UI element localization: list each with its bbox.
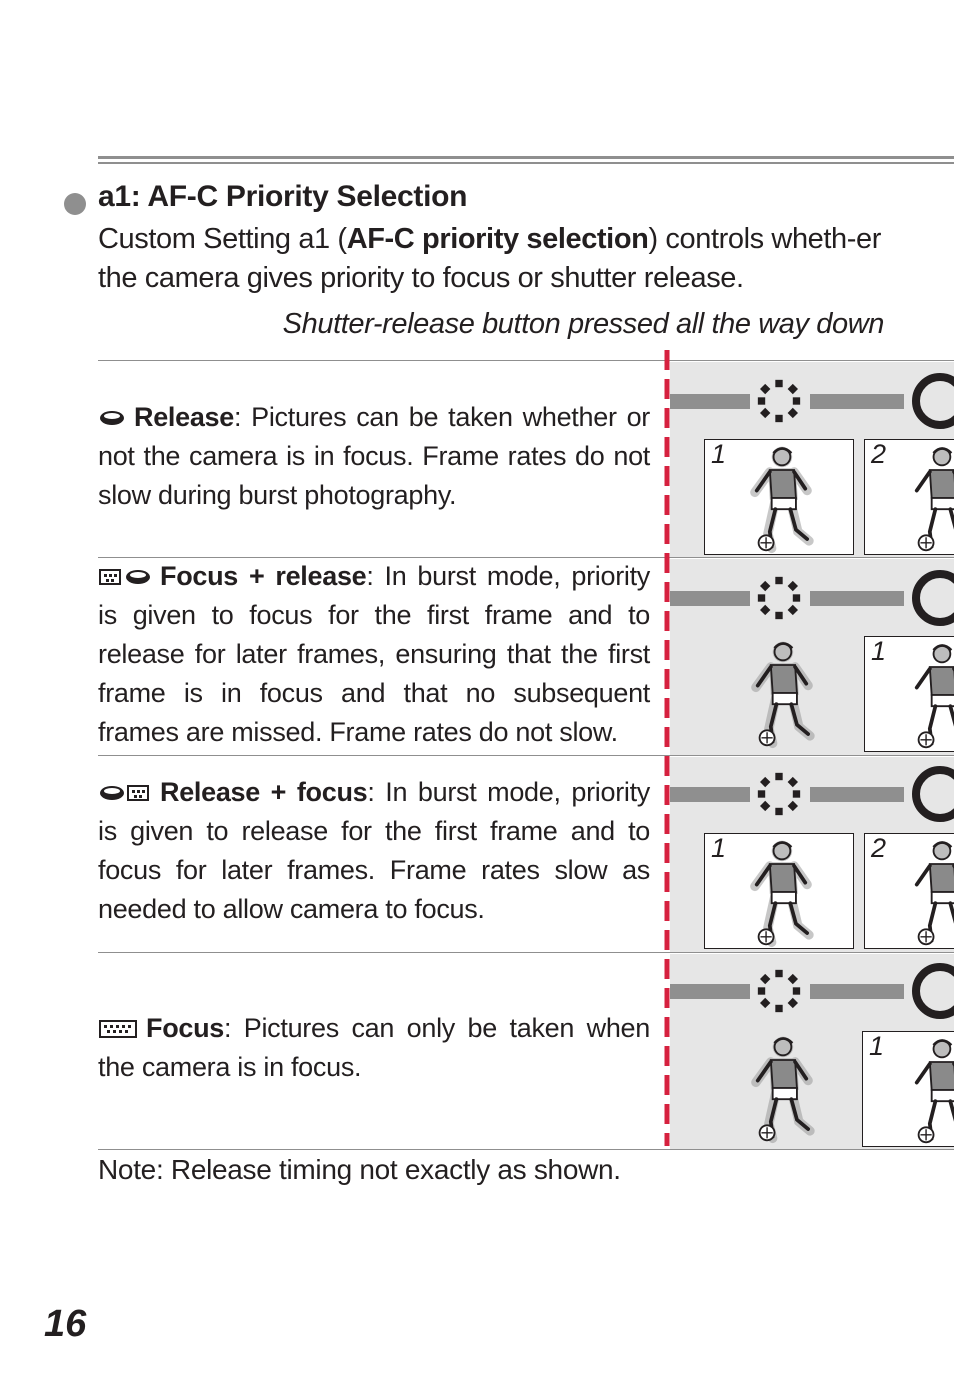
- sharp-player-illustration: [901, 442, 954, 554]
- sharp-player-illustration: [901, 836, 954, 948]
- blurred-player-illustration: [741, 836, 821, 948]
- timing-diagram-focus-release: [670, 559, 954, 755]
- option-release: Release: Pictures can be taken whether or not the camera is in focus. Frame rates do not slow during burst photography.: [98, 402, 650, 510]
- table-divider: [98, 952, 954, 953]
- frame-1: 1: [704, 833, 854, 949]
- option-focus-release: Focus + release: In burst mode, priority is given to focus for the first frame and to release for later frames, ensuring that the first frame is in focus and that no subsequent frames are missed. Frame rates do not slow.: [98, 561, 651, 747]
- timing-diagram-focus: [670, 954, 954, 1149]
- focus-icon: [98, 1019, 138, 1039]
- section-intro: Custom Setting a1 (AF-C priority selection) controls wheth-er the camera gives priority to focus or shutter release.: [98, 223, 882, 294]
- timing-note: Note: Release timing not exactly as shown.: [98, 1154, 621, 1185]
- section-bullet-icon: [64, 193, 86, 215]
- frame-1: 1: [704, 439, 854, 555]
- frame-1: 1: [862, 1031, 954, 1147]
- diagram-caption: Shutter-release button pressed all the way down: [282, 308, 884, 340]
- timing-diagram-release: [670, 362, 954, 557]
- option-focus: Focus: Pictures can only be taken when the camera is in focus.: [98, 1013, 650, 1082]
- option-release-focus: Release + focus: In burst mode, priority is given to release for the first frame and to focus for later frames. Frame rates slow as needed to allow camera to focus.: [98, 777, 650, 924]
- frame-2: 2: [864, 439, 954, 555]
- release-icon: [98, 408, 126, 428]
- section-top-rule: [98, 156, 954, 164]
- release-focus-icon: [98, 783, 152, 803]
- frame-2: 2: [864, 833, 954, 949]
- timing-diagram-release-focus: [670, 757, 954, 952]
- table-divider: [98, 360, 954, 361]
- shutter-press-marker: [664, 350, 670, 1146]
- page-number: 16: [44, 1303, 87, 1345]
- table-divider: [98, 1149, 954, 1150]
- focus-release-icon: [98, 567, 152, 587]
- sharp-player-illustration: [901, 639, 954, 751]
- sharp-player-illustration: [901, 1034, 954, 1146]
- section-heading: a1: AF-C Priority Selection: [98, 180, 468, 213]
- frame-1: 1: [864, 636, 954, 752]
- blurred-player-illustration: [741, 442, 821, 554]
- table-divider: [98, 755, 954, 756]
